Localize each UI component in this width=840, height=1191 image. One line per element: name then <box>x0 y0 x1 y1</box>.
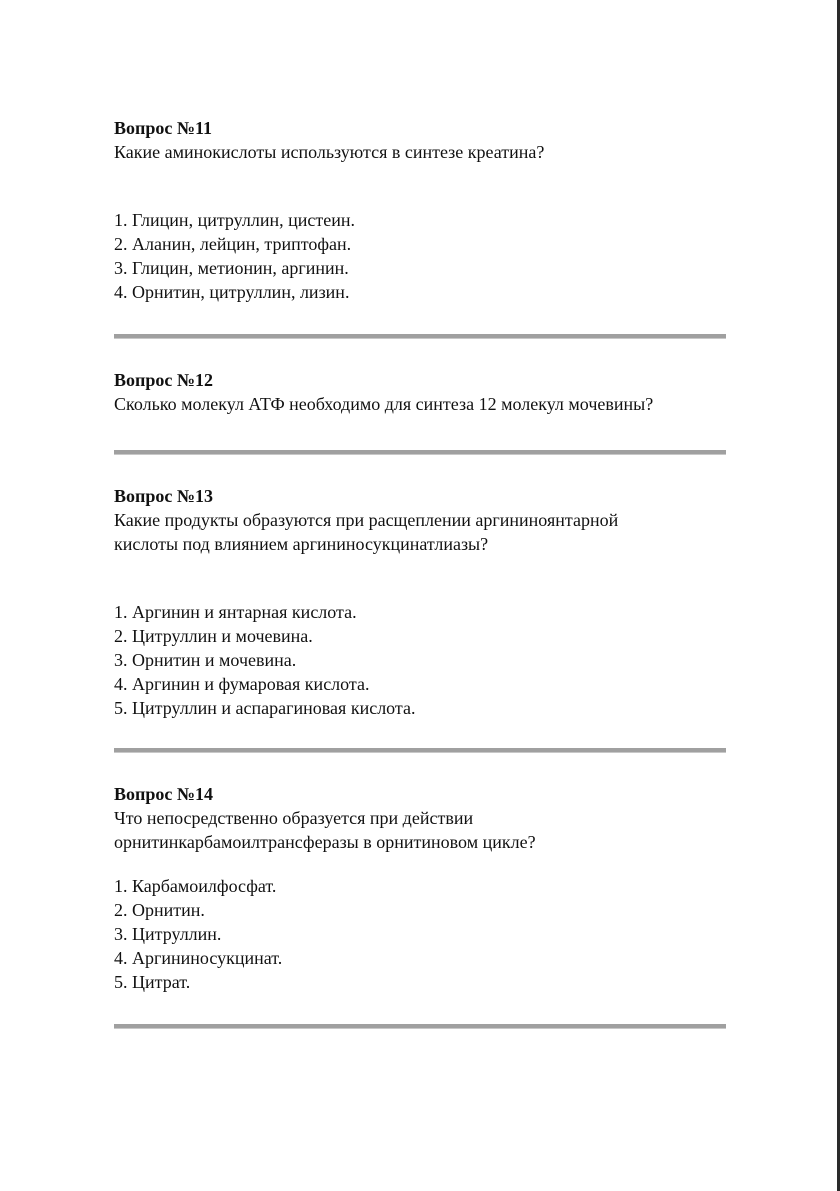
answer-option-4: 4. Орнитин, цитруллин, лизин. <box>114 282 350 302</box>
question-text-line-2: кислоты под влиянием аргининосукцинатлиазы? <box>114 534 489 554</box>
answer-list <box>114 874 726 994</box>
answer-list <box>114 600 726 720</box>
question-13 <box>114 484 726 720</box>
answer-option-5: 5. Цитруллин и аспарагиновая кислота. <box>114 698 416 718</box>
question-title: Вопрос №11 <box>114 118 212 138</box>
question-12 <box>114 368 726 416</box>
answer-option-1: 1. Глицин, цитруллин, цистеин. <box>114 210 355 230</box>
answer-option-3: 3. Орнитин и мочевина. <box>114 650 297 670</box>
answer-option-3: 3. Цитруллин. <box>114 924 222 944</box>
separator-line <box>114 1024 726 1029</box>
question-title: Вопрос №13 <box>114 486 213 506</box>
question-title: Вопрос №14 <box>114 784 213 804</box>
question-text: Какие аминокислоты используются в синтезе креатина? <box>114 142 545 162</box>
answer-option-2: 2. Цитруллин и мочевина. <box>114 626 313 646</box>
question-11 <box>114 116 726 304</box>
answer-option-1: 1. Карбамоилфосфат. <box>114 876 277 896</box>
answer-option-1: 1. Аргинин и янтарная кислота. <box>114 602 357 622</box>
answer-option-5: 5. Цитрат. <box>114 972 191 992</box>
answer-option-4: 4. Аргининосукцинат. <box>114 948 283 968</box>
answer-option-2: 2. Аланин, лейцин, триптофан. <box>114 234 352 254</box>
answer-option-3: 3. Глицин, метионин, аргинин. <box>114 258 349 278</box>
answer-option-2: 2. Орнитин. <box>114 900 205 920</box>
question-14 <box>114 782 726 994</box>
question-text-line-2: орнитинкарбамоилтрансферазы в орнитиновом цикле? <box>114 832 536 852</box>
question-text-line-1: Что непосредственно образуется при действии <box>114 808 474 828</box>
question-text-line-1: Какие продукты образуются при расщеплении аргининоянтарной <box>114 510 619 530</box>
separator-line <box>114 450 726 455</box>
separator-line <box>114 748 726 753</box>
answer-option-4: 4. Аргинин и фумаровая кислота. <box>114 674 370 694</box>
question-title: Вопрос №12 <box>114 370 213 390</box>
separator-line <box>114 334 726 339</box>
answer-list <box>114 208 726 304</box>
question-text: Сколько молекул АТФ необходимо для синтеза 12 молекул мочевины? <box>114 394 654 414</box>
